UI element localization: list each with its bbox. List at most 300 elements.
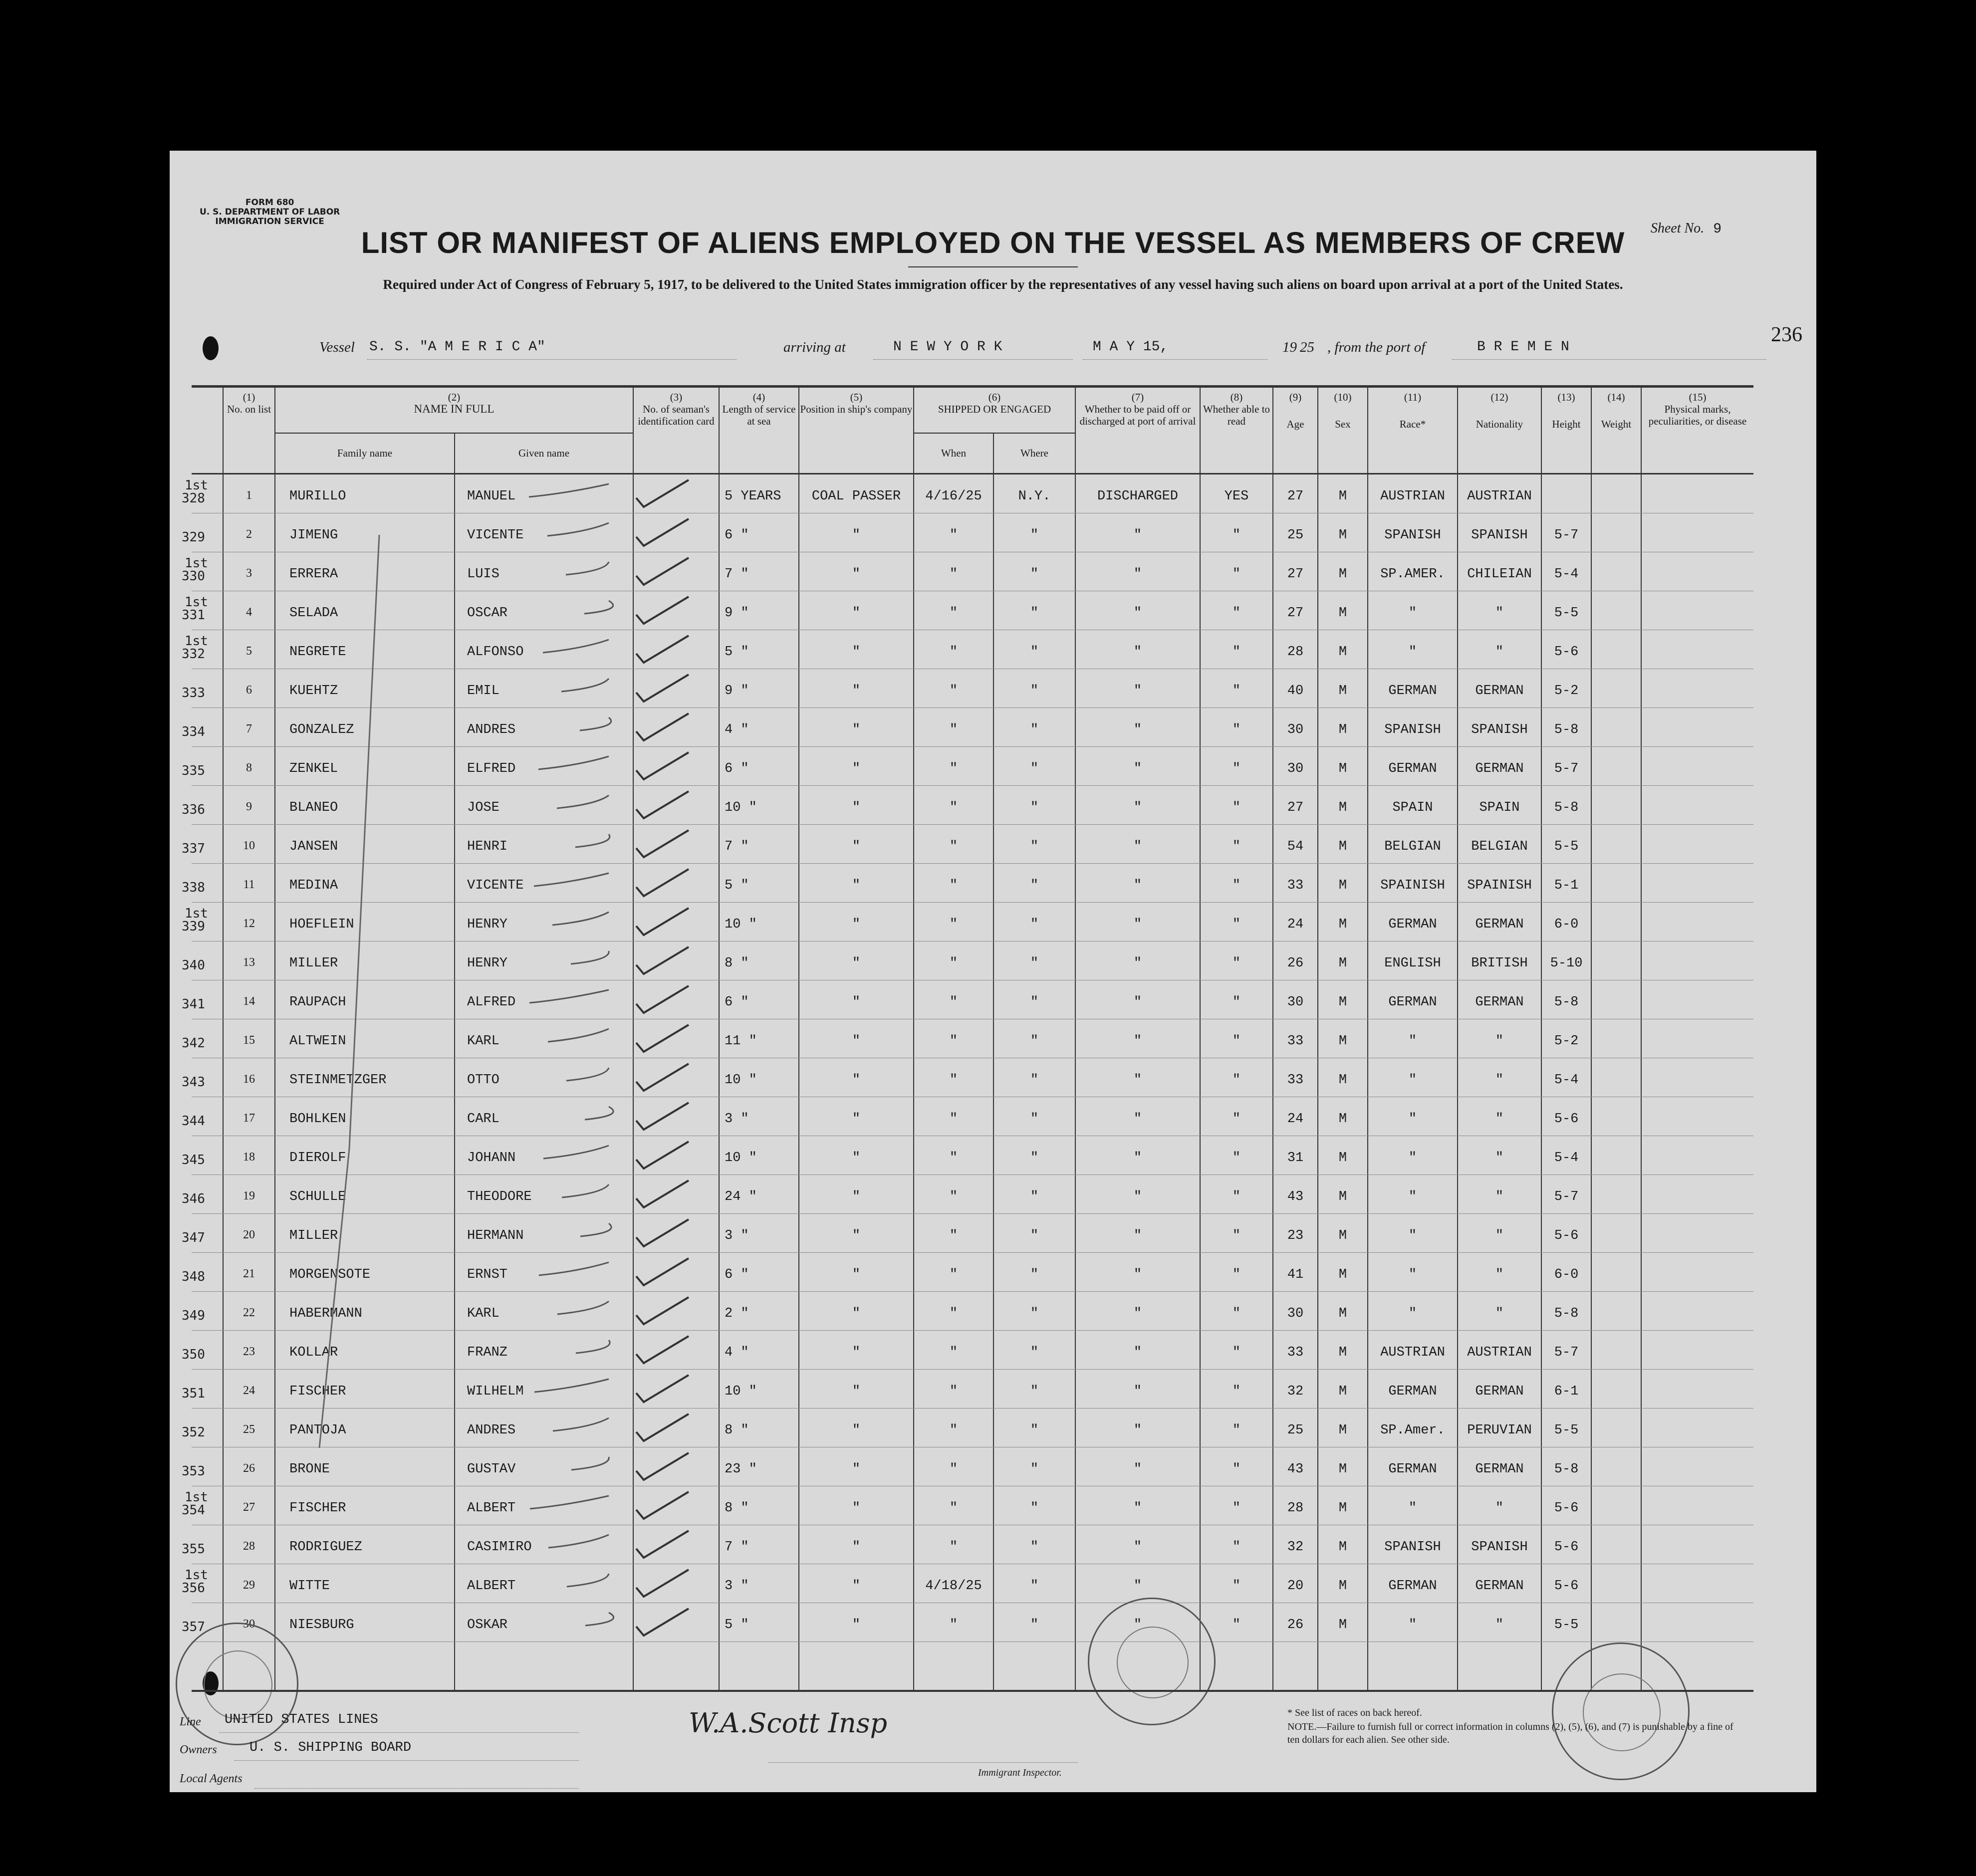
cell-nationality: " [1495, 1267, 1504, 1282]
check-mark [636, 1570, 689, 1597]
cell-position: " [852, 1345, 861, 1360]
cell-when: " [949, 567, 958, 582]
cell-nationality: AUSTRIAN [1467, 489, 1532, 504]
cell-service: 5 " [725, 1618, 749, 1633]
arrival-year: 25 [1300, 339, 1314, 355]
cell-race: SPANISH [1384, 528, 1441, 543]
pencil-tick [576, 1340, 610, 1353]
cell-position: " [852, 606, 861, 621]
margin-number: 341 [182, 997, 205, 1012]
cell-when: " [949, 1267, 958, 1282]
cell-where: " [1030, 878, 1039, 893]
cell-when: " [949, 722, 958, 737]
cell-age: 24 [1287, 917, 1304, 932]
cell-when: " [949, 956, 958, 971]
cell-where: " [1030, 1423, 1039, 1438]
header-seaman-card: (3) No. of seaman's identification card [638, 391, 715, 427]
cell-position: " [852, 684, 861, 699]
cell-height: 5-8 [1554, 722, 1579, 737]
cell-race: " [1408, 1228, 1417, 1243]
cell-read: " [1232, 1189, 1241, 1204]
cell-when: " [949, 1306, 958, 1321]
margin-number: 339 [182, 919, 205, 934]
cell-when: " [949, 1423, 958, 1438]
check-mark [636, 1336, 689, 1363]
cell-nationality: SPANISH [1471, 722, 1528, 737]
cell-given: ALBERT [467, 1579, 516, 1594]
cell-height: 5-1 [1554, 878, 1579, 893]
margin-number: 353 [182, 1464, 205, 1479]
check-mark [636, 558, 689, 585]
races-note: * See list of races on back hereof. [1287, 1707, 1422, 1718]
cell-read: " [1232, 800, 1241, 815]
pencil-tick [585, 1613, 614, 1626]
cell-height: 5-8 [1554, 800, 1579, 815]
cell-family: MEDINA [289, 878, 338, 893]
cell-no: 2 [246, 528, 252, 541]
margin-number: 348 [182, 1269, 205, 1284]
cell-discharged: " [1133, 1306, 1142, 1321]
cell-read: " [1232, 995, 1241, 1010]
cell-discharged: " [1133, 800, 1142, 815]
cell-family: FISCHER [289, 1384, 346, 1399]
cell-height: 5-7 [1554, 1189, 1579, 1204]
pencil-tick [580, 717, 611, 730]
cell-given: CASIMIRO [467, 1540, 532, 1555]
cell-position: " [852, 1267, 861, 1282]
cell-read: " [1232, 1540, 1241, 1555]
cell-race: SPAINISH [1380, 878, 1445, 893]
cell-when: " [949, 1618, 958, 1633]
cell-family: JANSEN [289, 839, 338, 854]
cell-discharged: " [1133, 1189, 1142, 1204]
cell-where: " [1030, 645, 1039, 660]
cell-race: GERMAN [1388, 1462, 1437, 1477]
cell-height: 6-0 [1554, 1267, 1579, 1282]
cell-when: " [949, 1189, 958, 1204]
pencil-stroke [319, 535, 379, 1448]
check-mark [636, 791, 689, 818]
cell-service: 8 " [725, 956, 749, 971]
header-sex: (10) Sex [1334, 391, 1352, 430]
cell-nationality: GERMAN [1475, 1579, 1524, 1594]
cell-height: 5-6 [1554, 645, 1579, 660]
cell-discharged: " [1133, 1579, 1142, 1594]
cell-age: 23 [1287, 1228, 1304, 1243]
cell-service: 8 " [725, 1501, 749, 1516]
cell-given: OSKAR [467, 1618, 508, 1633]
cell-family: KOLLAR [289, 1345, 338, 1360]
cell-age: 27 [1287, 800, 1304, 815]
cell-sex: M [1338, 1189, 1347, 1204]
check-mark [636, 1414, 689, 1441]
cell-where: " [1030, 995, 1039, 1010]
cell-read: " [1232, 722, 1241, 737]
cell-no: 10 [243, 839, 255, 852]
margin-number: 337 [182, 841, 205, 856]
from-port: B R E M E N [1477, 339, 1569, 355]
cell-read: " [1232, 1618, 1241, 1633]
cell-service: 7 " [725, 567, 749, 582]
pencil-tick [534, 1379, 609, 1392]
cell-race: " [1408, 1189, 1417, 1204]
cell-age: 26 [1287, 1618, 1304, 1633]
cell-service: 5 " [725, 878, 749, 893]
cell-sex: M [1338, 1579, 1347, 1594]
cell-sex: M [1338, 1618, 1347, 1633]
cell-given: JOSE [467, 800, 499, 815]
cell-service: 6 " [725, 761, 749, 776]
cell-read: " [1232, 528, 1241, 543]
margin-number: 345 [182, 1153, 205, 1168]
cell-race: AUSTRIAN [1380, 1345, 1445, 1360]
cell-race: " [1408, 1501, 1417, 1516]
cell-read: " [1232, 1228, 1241, 1243]
cell-sex: M [1338, 956, 1347, 971]
cell-height: 5-10 [1550, 956, 1583, 971]
cell-discharged: " [1133, 956, 1142, 971]
cell-position: " [852, 1306, 861, 1321]
cell-race: ENGLISH [1384, 956, 1441, 971]
pencil-tick [534, 873, 609, 886]
cell-nationality: GERMAN [1475, 761, 1524, 776]
cell-no: 26 [243, 1462, 255, 1475]
margin-mark: 1st [185, 1490, 208, 1505]
cell-when: " [949, 1073, 958, 1088]
cell-service: 10 " [725, 1384, 757, 1399]
check-mark [636, 1297, 689, 1324]
cell-age: 27 [1287, 567, 1304, 582]
cell-given: ERNST [467, 1267, 508, 1282]
cell-race: BELGIAN [1384, 839, 1441, 854]
cell-when: " [949, 606, 958, 621]
cell-given: THEODORE [467, 1189, 532, 1204]
cell-when: " [949, 800, 958, 815]
margin-number: 354 [182, 1503, 205, 1518]
cell-race: GERMAN [1388, 1579, 1437, 1594]
pencil-tick [585, 1107, 613, 1120]
cell-discharged: " [1133, 606, 1142, 621]
margin-mark: 1st [185, 556, 208, 571]
cell-no: 22 [243, 1306, 255, 1319]
margin-number: 335 [182, 763, 205, 778]
margin-number: 344 [182, 1114, 205, 1129]
cell-height: 5-5 [1554, 606, 1579, 621]
cell-nationality: " [1495, 1112, 1504, 1127]
check-mark [636, 480, 689, 507]
cell-where: " [1030, 606, 1039, 621]
cell-nationality: " [1495, 645, 1504, 660]
cell-position: " [852, 1073, 861, 1088]
from-label: , from the port of [1327, 339, 1426, 355]
cell-sex: M [1338, 684, 1347, 699]
cell-sex: M [1338, 995, 1347, 1010]
cell-where: " [1030, 1267, 1039, 1282]
cell-position: " [852, 1384, 861, 1399]
cell-height: 6-0 [1554, 917, 1579, 932]
pencil-tick [529, 484, 609, 497]
arrival-date: M A Y 15, [1093, 339, 1169, 355]
line-label: Line [180, 1715, 201, 1728]
cell-race: GERMAN [1388, 761, 1437, 776]
cell-nationality: " [1495, 1073, 1504, 1088]
pencil-tick [529, 990, 609, 1003]
inspector-check-marks [170, 151, 1816, 1792]
cell-position: " [852, 839, 861, 854]
cell-read: " [1232, 567, 1241, 582]
cell-where: " [1030, 684, 1039, 699]
cell-race: " [1408, 1034, 1417, 1049]
margin-number: 342 [182, 1036, 205, 1051]
cell-discharged: " [1133, 1228, 1142, 1243]
cell-height: 5-2 [1554, 684, 1579, 699]
cell-where: " [1030, 917, 1039, 932]
cell-service: 4 " [725, 1345, 749, 1360]
cell-nationality: " [1495, 1034, 1504, 1049]
cell-race: SP.AMER. [1380, 567, 1445, 582]
check-mark [636, 1258, 689, 1285]
check-mark [636, 636, 689, 663]
cell-height: 5-2 [1554, 1034, 1579, 1049]
cell-height: 5-6 [1554, 1501, 1579, 1516]
cell-no: 30 [243, 1618, 255, 1631]
cell-service: 8 " [725, 1423, 749, 1438]
cell-discharged: DISCHARGED [1097, 489, 1179, 504]
cell-where: " [1030, 1540, 1039, 1555]
cell-where: " [1030, 1345, 1039, 1360]
local-agents-label: Local Agents [180, 1772, 243, 1785]
pencil-tick [561, 679, 609, 692]
cell-race: GERMAN [1388, 917, 1437, 932]
cell-position: " [852, 995, 861, 1010]
margin-mark: 1st [185, 595, 208, 610]
cell-service: 6 " [725, 995, 749, 1010]
cell-discharged: " [1133, 567, 1142, 582]
cell-height: 5-6 [1554, 1579, 1579, 1594]
cell-read: " [1232, 1267, 1241, 1282]
cell-given: MANUEL [467, 489, 516, 504]
cell-no: 1 [246, 489, 252, 502]
cell-nationality: BELGIAN [1471, 839, 1528, 854]
cell-discharged: " [1133, 995, 1142, 1010]
cell-discharged: " [1133, 684, 1142, 699]
cell-service: 7 " [725, 839, 749, 854]
margin-number: 351 [182, 1386, 205, 1401]
cell-no: 4 [246, 606, 252, 619]
cell-no: 8 [246, 761, 252, 774]
pencil-tick [566, 562, 609, 575]
cell-nationality: " [1495, 1618, 1504, 1633]
cell-position: " [852, 722, 861, 737]
cell-read: " [1232, 1462, 1241, 1477]
pencil-tick [571, 1457, 609, 1470]
cell-nationality: SPAIN [1479, 800, 1520, 815]
cell-when: " [949, 1462, 958, 1477]
cell-when: " [949, 1034, 958, 1049]
cell-where: " [1030, 1228, 1039, 1243]
cell-race: SPANISH [1384, 722, 1441, 737]
pencil-tick [548, 1535, 609, 1548]
cell-nationality: " [1495, 1228, 1504, 1243]
cell-discharged: " [1133, 645, 1142, 660]
cell-read: " [1232, 645, 1241, 660]
cell-sex: M [1338, 722, 1347, 737]
pencil-tick [580, 1223, 611, 1236]
cell-race: " [1408, 1151, 1417, 1166]
cell-nationality: BRITISH [1471, 956, 1528, 971]
cell-age: 33 [1287, 878, 1304, 893]
check-mark [636, 1492, 689, 1519]
cell-nationality: GERMAN [1475, 684, 1524, 699]
cell-sex: M [1338, 917, 1347, 932]
cell-family: WITTE [289, 1579, 330, 1594]
margin-number: 336 [182, 802, 205, 817]
cell-race: SP.Amer. [1380, 1423, 1445, 1438]
cell-no: 23 [243, 1345, 255, 1358]
cell-sex: M [1338, 1345, 1347, 1360]
cell-no: 11 [243, 878, 255, 891]
cell-sex: M [1338, 839, 1347, 854]
check-mark [636, 1025, 689, 1052]
cell-family: GONZALEZ [289, 722, 354, 737]
cell-position: " [852, 528, 861, 543]
cell-no: 13 [243, 956, 255, 969]
cell-sex: M [1338, 1073, 1347, 1088]
owners-value: U. S. SHIPPING BOARD [249, 1740, 412, 1755]
cell-no: 29 [243, 1579, 255, 1592]
cell-position: " [852, 1501, 861, 1516]
cell-service: 10 " [725, 1073, 757, 1088]
header-name-in-full: (2) NAME IN FULL [414, 391, 494, 415]
pencil-tick [538, 756, 609, 769]
margin-mark: 1st [185, 634, 208, 649]
form-identifier: FORM 680 U. S. DEPARTMENT OF LABOR IMMIGRATION SERVICE [200, 198, 340, 227]
cell-age: 20 [1287, 1579, 1304, 1594]
cell-family: RAUPACH [289, 995, 346, 1010]
margin-number: 328 [182, 491, 205, 506]
cell-when: " [949, 1228, 958, 1243]
cell-discharged: " [1133, 1073, 1142, 1088]
cell-given: OTTO [467, 1073, 499, 1088]
check-mark [636, 1219, 689, 1246]
cell-age: 33 [1287, 1073, 1304, 1088]
cell-family: JIMENG [289, 528, 338, 543]
owners-label: Owners [180, 1743, 217, 1756]
cell-discharged: " [1133, 1618, 1142, 1633]
cell-where: " [1030, 1189, 1039, 1204]
cell-when: " [949, 1112, 958, 1127]
margin-number: 332 [182, 647, 205, 662]
cell-race: " [1408, 1306, 1417, 1321]
cell-service: 11 " [725, 1034, 757, 1049]
cell-race: " [1408, 1112, 1417, 1127]
cell-service: 2 " [725, 1306, 749, 1321]
header-given-name: Given name [518, 447, 570, 459]
cell-family: BLANEO [289, 800, 338, 815]
check-mark [636, 752, 689, 779]
check-mark [636, 1375, 689, 1402]
cell-no: 21 [243, 1267, 255, 1280]
margin-number: 331 [182, 608, 205, 623]
table-bottom-rule [192, 1690, 1753, 1692]
cell-age: 33 [1287, 1345, 1304, 1360]
cell-where: " [1030, 800, 1039, 815]
cell-height: 5-8 [1554, 1462, 1579, 1477]
cell-discharged: " [1133, 1034, 1142, 1049]
vessel-label: Vessel [319, 339, 355, 355]
check-mark [636, 1453, 689, 1480]
cell-position: " [852, 1228, 861, 1243]
cell-nationality: PERUVIAN [1467, 1423, 1532, 1438]
cell-service: 4 " [725, 722, 749, 737]
cell-no: 18 [243, 1151, 255, 1164]
header-age: (9) Age [1286, 391, 1304, 430]
cell-position: " [852, 567, 861, 582]
cell-height: 5-4 [1554, 567, 1579, 582]
page-number: 236 [1771, 323, 1802, 346]
cell-where: " [1030, 1112, 1039, 1127]
margin-mark: 1st [185, 1568, 208, 1583]
cell-no: 25 [243, 1423, 255, 1436]
margin-number: 352 [182, 1425, 205, 1440]
header-nationality: (12) Nationality [1476, 391, 1523, 430]
cell-where: " [1030, 761, 1039, 776]
cell-where: " [1030, 567, 1039, 582]
cell-given: HENRI [467, 839, 508, 854]
cell-no: 5 [246, 645, 252, 658]
cell-family: SCHULLE [289, 1189, 346, 1204]
check-mark [636, 908, 689, 935]
pencil-tick [557, 795, 609, 808]
header-length-of-service: (4) Length of service at sea [722, 391, 796, 427]
consulate-stamp [1088, 1598, 1216, 1725]
cell-position: " [852, 1618, 861, 1633]
cell-age: 31 [1287, 1151, 1304, 1166]
cell-when: " [949, 1540, 958, 1555]
header-weight: (14) Weight [1601, 391, 1632, 430]
cell-family: BOHLKEN [289, 1112, 346, 1127]
sheet-number: Sheet No. 9 [1650, 221, 1722, 237]
cell-sex: M [1338, 1112, 1347, 1127]
pencil-tick [571, 951, 609, 964]
cell-service: 10 " [725, 800, 757, 815]
pencil-tick [539, 1262, 609, 1275]
cell-given: CARL [467, 1112, 499, 1127]
cell-discharged: " [1133, 1423, 1142, 1438]
cell-given: ALFONSO [467, 645, 524, 660]
cell-race: " [1408, 1267, 1417, 1282]
cell-given: GUSTAV [467, 1462, 516, 1477]
cell-family: ZENKEL [289, 761, 338, 776]
cell-family: FISCHER [289, 1501, 346, 1516]
cell-service: 10 " [725, 917, 757, 932]
cell-where: " [1030, 1306, 1039, 1321]
pencil-tick [557, 1301, 609, 1314]
cell-age: 33 [1287, 1034, 1304, 1049]
cell-age: 26 [1287, 956, 1304, 971]
cell-race: SPAIN [1392, 800, 1433, 815]
cell-service: 3 " [725, 1112, 749, 1127]
cell-given: VICENTE [467, 878, 524, 893]
cell-position: " [852, 1189, 861, 1204]
check-mark [636, 1103, 689, 1130]
cell-read: " [1232, 917, 1241, 932]
cell-family: MILLER [289, 956, 338, 971]
cell-where: " [1030, 1073, 1039, 1088]
check-mark [636, 1609, 689, 1636]
cell-service: 3 " [725, 1228, 749, 1243]
cell-given: WILHELM [467, 1384, 524, 1399]
